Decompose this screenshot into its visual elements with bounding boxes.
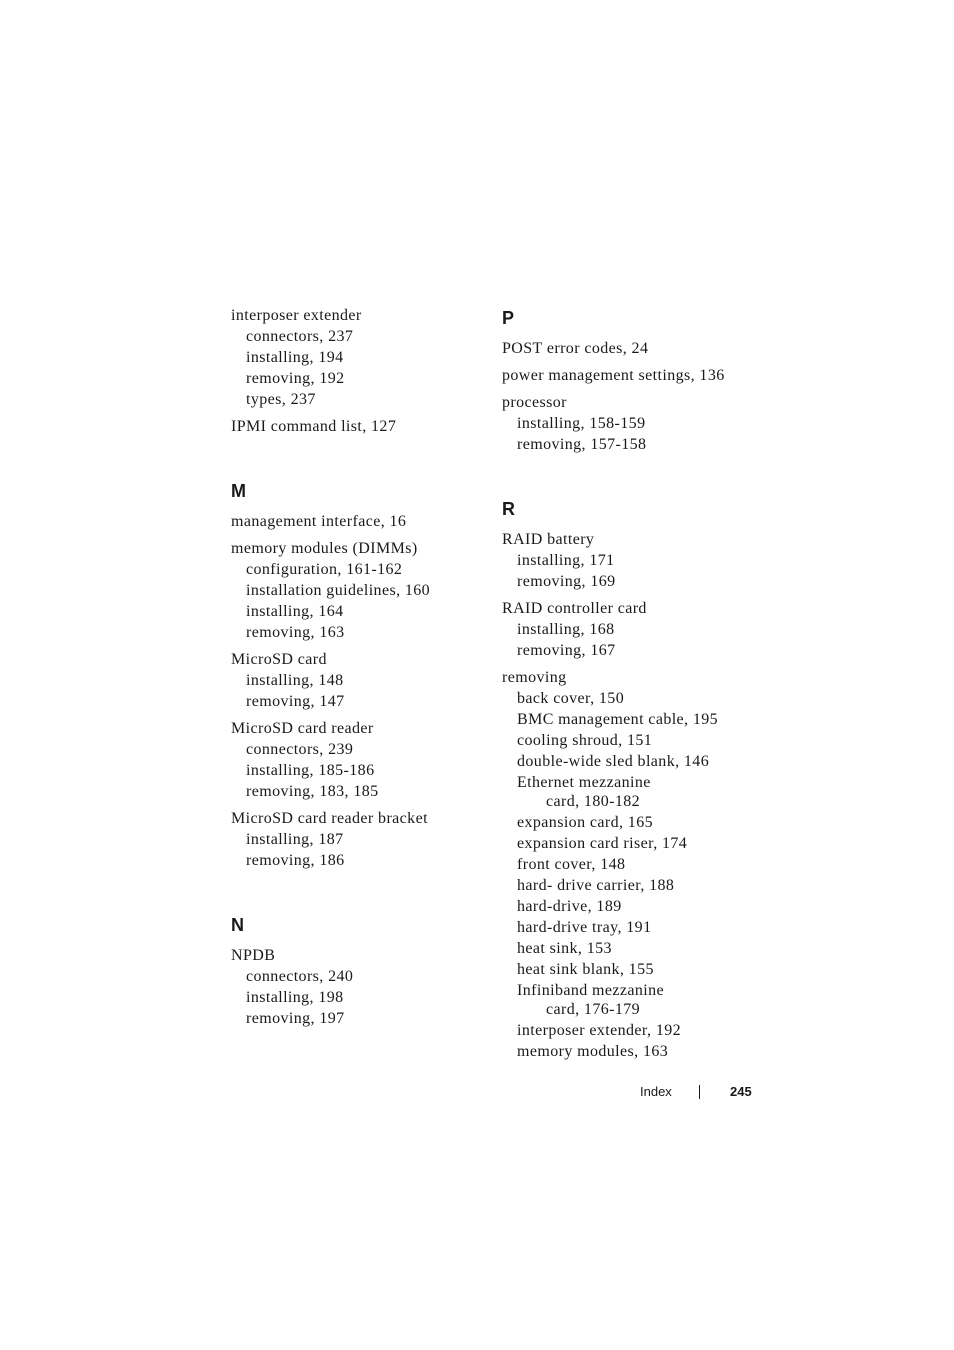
index-subentry: heat sink, 153 <box>517 940 612 957</box>
index-subentry: hard-drive, 189 <box>517 898 622 915</box>
page-number: 245 <box>730 1084 752 1099</box>
index-column-right <box>502 305 762 1062</box>
index-subentry: expansion card riser, 174 <box>517 835 688 852</box>
footer-section-label: Index <box>640 1084 672 1099</box>
index-entry: MicroSD card reader bracket <box>231 810 428 827</box>
index-subentry: types, 237 <box>246 391 316 408</box>
index-subentry: removing, 183, 185 <box>246 783 379 800</box>
index-subentry: back cover, 150 <box>517 690 625 707</box>
index-subentry: installing, 158-159 <box>517 415 646 432</box>
index-entry: removing <box>502 669 567 686</box>
index-subentry: removing, 192 <box>246 370 345 387</box>
index-column-left <box>231 305 491 1029</box>
index-subentry: expansion card, 165 <box>517 814 654 831</box>
index-entry: MicroSD card reader <box>231 720 374 737</box>
index-subentry: removing, 163 <box>246 624 345 641</box>
index-entry: management interface, 16 <box>231 513 407 530</box>
index-subentry: hard-drive tray, 191 <box>517 919 652 936</box>
index-subentry: configuration, 161-162 <box>246 561 403 578</box>
index-subentry: memory modules, 163 <box>517 1043 669 1060</box>
index-subentry: installing, 164 <box>246 603 344 620</box>
index-subentry: connectors, 237 <box>246 328 354 345</box>
index-entry: RAID battery <box>502 531 595 548</box>
index-subentry: removing, 186 <box>246 852 345 869</box>
index-entry: processor <box>502 394 567 411</box>
index-subentry: interposer extender, 192 <box>517 1022 682 1039</box>
index-subentry-continuation: card, 176-179 <box>546 1001 641 1018</box>
index-subentry: removing, 157-158 <box>517 436 647 453</box>
section-letter-p: P <box>502 308 515 328</box>
index-entry: RAID controller card <box>502 600 647 617</box>
section-letter-m: M <box>231 481 246 501</box>
index-subentry: heat sink blank, 155 <box>517 961 654 978</box>
index-subentry: connectors, 240 <box>246 968 354 985</box>
index-entry: IPMI command list, 127 <box>231 418 397 435</box>
index-subentry: installation guidelines, 160 <box>246 582 431 599</box>
index-subentry: installing, 148 <box>246 672 344 689</box>
index-subentry: installing, 185-186 <box>246 762 375 779</box>
index-subentry: removing, 147 <box>246 693 345 710</box>
index-subentry: front cover, 148 <box>517 856 626 873</box>
index-subentry: removing, 197 <box>246 1010 345 1027</box>
index-entry: interposer extender <box>231 307 362 324</box>
index-entry: POST error codes, 24 <box>502 340 649 357</box>
index-subentry: double-wide sled blank, 146 <box>517 753 710 770</box>
index-subentry: removing, 169 <box>517 573 616 590</box>
index-entry: NPDB <box>231 947 276 964</box>
index-subentry: Ethernet mezzanine <box>517 774 651 791</box>
index-subentry: hard- drive carrier, 188 <box>517 877 675 894</box>
index-subentry: cooling shroud, 151 <box>517 732 653 749</box>
index-subentry: installing, 198 <box>246 989 344 1006</box>
footer-divider <box>699 1085 700 1099</box>
index-entry: power management settings, 136 <box>502 367 725 384</box>
index-subentry: installing, 194 <box>246 349 344 366</box>
index-subentry: Infiniband mezzanine <box>517 982 665 999</box>
index-entry: MicroSD card <box>231 651 327 668</box>
index-subentry: BMC management cable, 195 <box>517 711 719 728</box>
index-subentry: installing, 168 <box>517 621 615 638</box>
index-entry: memory modules (DIMMs) <box>231 540 418 557</box>
index-subentry: removing, 167 <box>517 642 616 659</box>
section-letter-n: N <box>231 915 244 935</box>
index-subentry: installing, 187 <box>246 831 344 848</box>
index-subentry: connectors, 239 <box>246 741 354 758</box>
index-subentry: installing, 171 <box>517 552 615 569</box>
section-letter-r: R <box>502 499 515 519</box>
index-subentry-continuation: card, 180-182 <box>546 793 641 810</box>
